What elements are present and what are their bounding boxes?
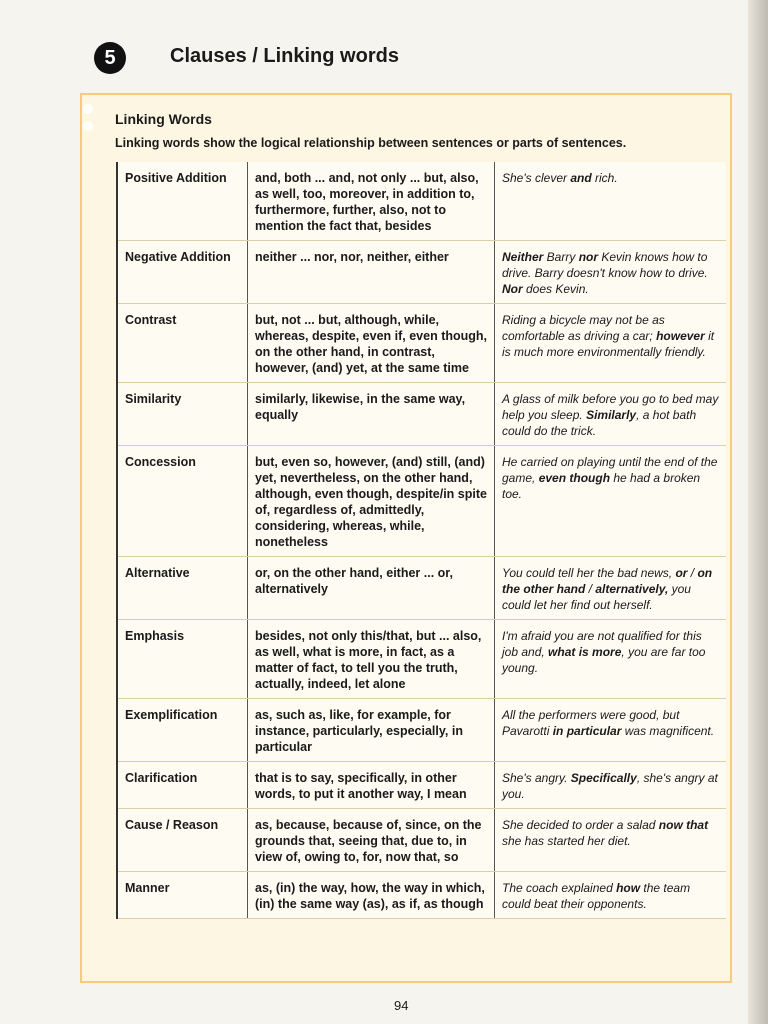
example-highlight: alternatively, [595,582,669,596]
example-text: I'm afraid you are not qualified for this job and, [502,629,702,659]
example-text: he had a broken toe. [502,471,701,501]
table-row [117,620,726,699]
example-text: He carried on playing until the end of the game, [502,455,718,485]
example-sentence [495,446,727,557]
table-row [117,446,726,557]
page-fold-shadow [748,0,768,1024]
table-row [117,872,726,919]
section-intro: Linking words show the logical relationship between sentences or parts of sentences. [115,136,627,150]
example-text: Riding a bicycle may not be as comfortable as driving a car; [502,313,665,343]
linking-words: but, not ... but, although, while, whereas, despite, even if, even though, on the other hand, in contrast, however, (and) yet, at the same time [248,304,495,383]
example-text: rich. [591,171,618,185]
linking-words: as, because, because of, since, on the grounds that, seeing that, due to, in view of, owing to, for, now that, so [248,809,495,872]
example-sentence [495,241,727,304]
example-text: You could tell her the bad news, [502,566,676,580]
section-heading: Linking Words [115,111,212,127]
example-text: She's angry. [502,771,571,785]
example-text: All the performers were good, but Pavarotti [502,708,680,738]
example-sentence [495,383,727,446]
example-text: / [585,582,596,596]
linking-type: Exemplification [117,699,248,762]
example-sentence [495,809,727,872]
linking-type: Emphasis [117,620,248,699]
table-row [117,809,726,872]
linking-type: Clarification [117,762,248,809]
panel-decoration [83,104,93,138]
example-text: , a hot bath could do the trick. [502,408,697,438]
linking-type: Contrast [117,304,248,383]
unit-number-badge: 5 [94,42,126,74]
example-text: it is much more environmentally friendly. [502,329,715,359]
table-row [117,383,726,446]
example-highlight: Similarly [586,408,637,422]
linking-type: Similarity [117,383,248,446]
example-highlight: and [570,171,592,185]
table-row [117,241,726,304]
example-highlight: Nor [502,282,523,296]
example-sentence [495,162,727,241]
table-row [117,162,726,241]
linking-type: Manner [117,872,248,919]
example-sentence [495,304,727,383]
linking-words: besides, not only this/that, but ... also, as well, what is more, in fact, as a matter of fact, to tell you the truth, actually, indeed, let alone [248,620,495,699]
linking-words: similarly, likewise, in the same way, equally [248,383,495,446]
example-sentence [495,620,727,699]
table-row [117,762,726,809]
example-text: she has started her diet. [502,834,631,848]
example-text: The coach explained [502,881,617,895]
example-text: was magnificent. [621,724,715,738]
linking-words: and, both ... and, not only ... but, also, as well, too, moreover, in addition to, furthermore, further, also, not to mention the fact that, besides [248,162,495,241]
example-text: the team could beat their opponents. [502,881,691,911]
example-highlight: in particular [552,724,622,738]
example-text: , she's angry at you. [502,771,718,801]
linking-type: Concession [117,446,248,557]
example-highlight: however [656,329,705,343]
linking-words: as, such as, like, for example, for instance, particularly, especially, in particular [248,699,495,762]
example-highlight: on the other hand [502,566,713,596]
example-text: you could let her find out herself. [502,582,691,612]
example-text: She's clever [502,171,571,185]
table-row [117,557,726,620]
example-highlight: how [616,881,641,895]
example-highlight: even though [538,471,611,485]
linking-type: Cause / Reason [117,809,248,872]
table-row [117,699,726,762]
linking-words-table [116,162,726,919]
example-text: Barry [543,250,579,264]
linking-words: neither ... nor, nor, neither, either [248,241,495,304]
unit-title: Clauses / Linking words [170,45,399,67]
example-highlight: or [675,566,688,580]
example-text: , you are far too young. [502,645,706,675]
page-number: 94 [394,998,409,1013]
linking-type: Negative Addition [117,241,248,304]
example-highlight: nor [578,250,599,264]
table-row [117,304,726,383]
example-highlight: now that [658,818,709,832]
linking-words: that is to say, specifically, in other words, to put it another way, I mean [248,762,495,809]
linking-type: Positive Addition [117,162,248,241]
example-sentence [495,762,727,809]
linking-type: Alternative [117,557,248,620]
linking-words: as, (in) the way, how, the way in which, (in) the same way (as), as if, as though [248,872,495,919]
example-text: Kevin knows how to drive. Barry doesn't know how to drive. [502,250,708,280]
example-sentence [495,699,727,762]
example-highlight: what is more [548,645,622,659]
example-text: does Kevin. [522,282,589,296]
example-text: / [687,566,698,580]
example-text: A glass of milk before you go to bed may help you sleep. [502,392,719,422]
example-highlight: Specifically [570,771,637,785]
example-sentence [495,872,727,919]
linking-words: or, on the other hand, either ... or, alternatively [248,557,495,620]
example-highlight: Neither [502,250,544,264]
example-text: She decided to order a salad [502,818,659,832]
example-sentence [495,557,727,620]
linking-words: but, even so, however, (and) still, (and) yet, nevertheless, on the other hand, although, even though, despite/in spite of, regardless of, admittedly, considering, whereas, while, nonetheless [248,446,495,557]
